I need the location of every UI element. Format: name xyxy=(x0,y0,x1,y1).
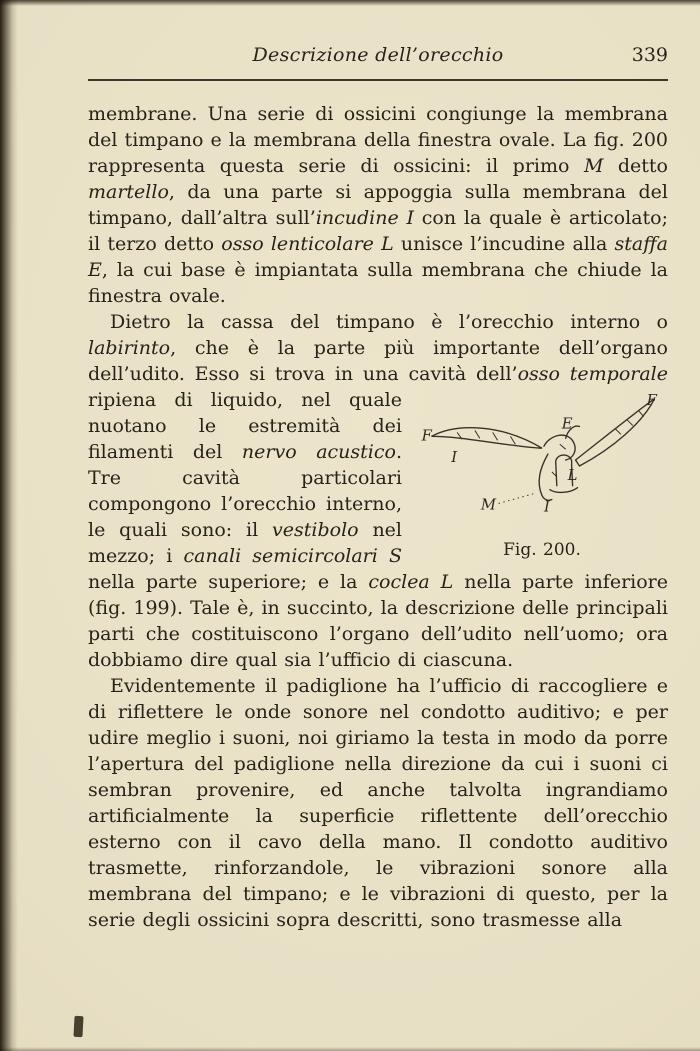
figure-200 xyxy=(416,389,668,561)
figure-label-f-top: F xyxy=(646,391,657,409)
paragraph-text: Dietro la cassa del timpano è l’orecchio interno o labirinto, che è la parte più importante dell’organo dell’udito. Esso si trova in una cavità del xyxy=(88,311,668,385)
paragraph xyxy=(88,673,668,933)
figure-label-l: L xyxy=(567,466,578,484)
paragraph-text: Evidentemente il padiglione ha l’ufficio di raccogliere e di riflettere le onde sonore nel condotto auditivo; e per udire meglio i suoni, noi giriamo la testa in modo da porre l’apertura del padiglione nella direzione da cui i suoni ci sembran provenire, ed anche talvolta ingrandiamo artificialmente la superficie riflettente dell’orecchio esterno con il cavo della mano. Il condotto auditivo trasmette, rinforzandole, le vibrazioni sonore alla membrana del timpano; e le vibrazioni di questo, per la serie degli ossicini sopra descritti, sono trasmesse alla xyxy=(88,675,668,931)
page-header xyxy=(88,44,668,72)
figure-label-m: M xyxy=(480,496,496,514)
running-head-title: Descrizione dell’orecchio xyxy=(252,44,504,66)
figure-label-e: E xyxy=(561,415,573,433)
figure-label-i-left: I xyxy=(451,449,458,467)
binding-shadow-left xyxy=(0,0,18,1051)
figure-label-f-left: F xyxy=(421,427,432,445)
ink-blot-mark xyxy=(73,1016,83,1037)
paragraph xyxy=(88,309,668,673)
figure-caption: Fig. 200. xyxy=(503,540,581,560)
page-edge-shadow-top xyxy=(0,0,700,6)
page-content xyxy=(88,44,668,933)
page-number: 339 xyxy=(631,44,668,66)
paragraph-text: membrane. Una serie di ossicini congiunge la membrana del timpano e la membrana della finestra ovale. La fig. 200 rappresenta questa serie di ossicini: il primo M detto martello, da una parte si appoggia sulla membrana del timpano, dall’altra sull’incudine I con la quale è articolato; il terzo detto osso lenticolare L unisce l’incudine alla staffa E, la cui base è impiantata sulla membrana che chiude la finestra ovale. xyxy=(88,103,668,307)
body-text xyxy=(88,101,668,933)
paragraph xyxy=(88,101,668,309)
page-edge-shadow-bottom xyxy=(0,1047,700,1051)
figure-label-i-bottom: I xyxy=(543,498,550,516)
paragraph-text: l’osso temporale ripiena di liquido, nel quale nuotano le estremità dei filamenti del nervo acustico. Tre cavità particolari compongono l’orecchio interno, le quali sono: il vestibolo nel mezzo; i canali semicircolari S nella parte superiore; e la coclea L nella parte inferiore (fig. 199). Tale è, in succinto, la descrizione delle principali parti che costituiscono l’organo dell’udito nell’uomo; ora dobbiamo dire qual sia l’ufficio di ciascuna. xyxy=(88,363,669,671)
ossicles-figure-drawing xyxy=(416,389,668,537)
header-rule xyxy=(88,79,668,81)
